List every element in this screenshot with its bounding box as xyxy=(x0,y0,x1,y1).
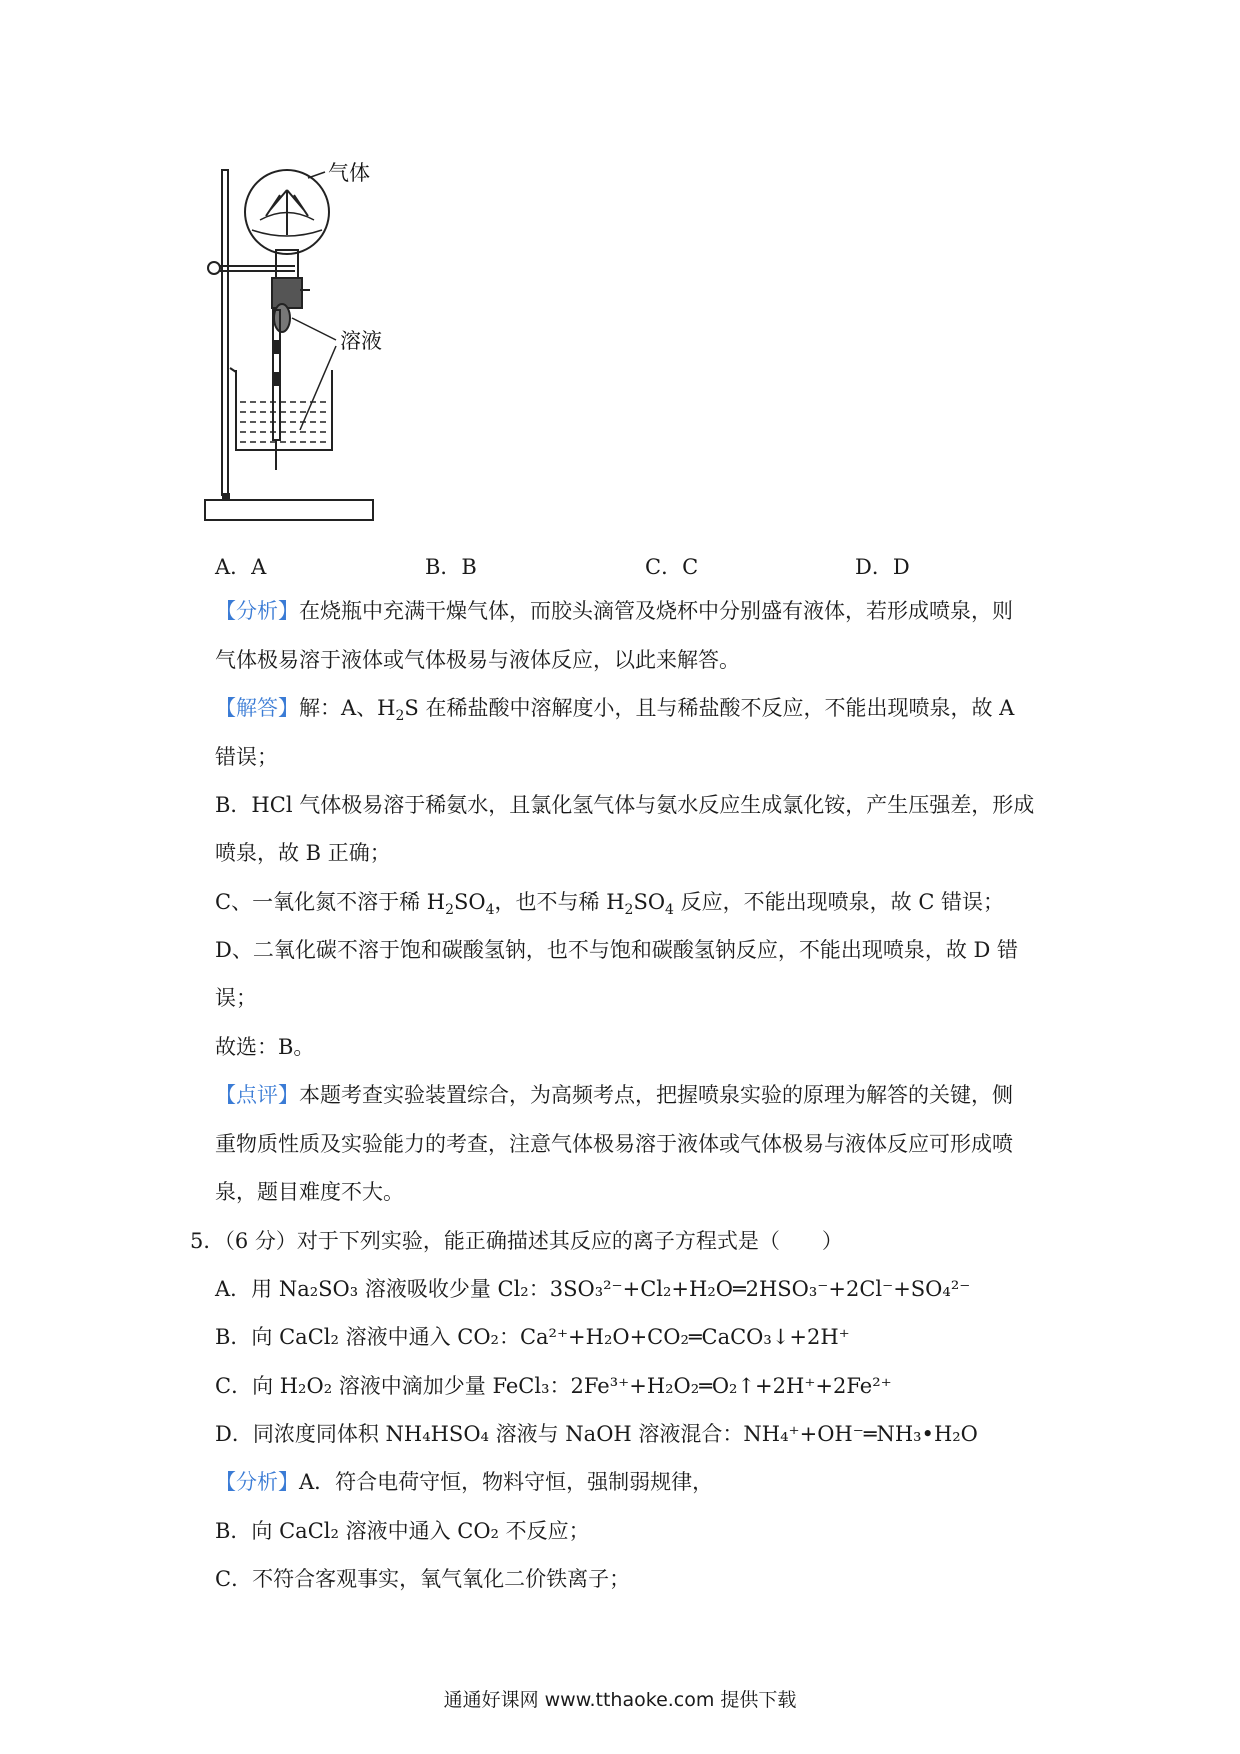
dropper-bulb xyxy=(274,304,290,332)
beaker-liquid xyxy=(240,402,328,442)
gas-label: 气体 xyxy=(328,161,370,185)
page-footer: 通通好课网 www.tthaoke.com 提供下载 xyxy=(443,1689,797,1711)
q4-answer-line-4: 喷泉，故 B 正确； xyxy=(215,841,391,865)
solution-label: 溶液 xyxy=(340,329,382,353)
answer-tag: 【解答】 xyxy=(215,696,299,720)
comment-tag: 【点评】 xyxy=(215,1083,299,1107)
q4-analysis-line-2: 气体极易溶于液体或气体极易与液体反应，以此来解答。 xyxy=(215,648,740,672)
q4-option-a: A．A xyxy=(215,555,267,579)
q4-option-c: C．C xyxy=(645,555,699,579)
q4-analysis-line-1: 【分析】在烧瓶中充满干燥气体，而胶头滴管及烧杯中分别盛有液体，若形成喷泉，则 xyxy=(215,599,1013,623)
q5-option-c: C．向 H₂O₂ 溶液中滴加少量 FeCl₃：2Fe³⁺+H₂O₂═O₂↑+2H⁺+2Fe²⁺ xyxy=(215,1374,892,1398)
q5-option-d: D．同浓度同体积 NH₄HSO₄ 溶液与 NaOH 溶液混合：NH₄⁺+OH⁻═NH₃•H₂O xyxy=(215,1422,978,1446)
beaker xyxy=(236,370,332,450)
q4-answer-line-2: 错误； xyxy=(215,745,278,769)
analysis-tag: 【分析】 xyxy=(215,1470,299,1494)
q4-option-d: D．D xyxy=(855,555,910,579)
q4-comment-line-3: 泉，题目难度不大。 xyxy=(215,1180,404,1204)
fountain-apparatus-figure xyxy=(200,150,440,530)
clamp-screw xyxy=(208,262,220,274)
q5-analysis-line-1: 【分析】A．符合电荷守恒，物料守恒，强制弱规律， xyxy=(215,1470,714,1494)
q4-answer-line-7: 误； xyxy=(215,986,257,1010)
stand-base xyxy=(205,500,373,520)
q5-analysis-line-2: B．向 CaCl₂ 溶液中通入 CO₂ 不反应； xyxy=(215,1519,590,1543)
q5-option-b: B．向 CaCl₂ 溶液中通入 CO₂：Ca²⁺+H₂O+CO₂═CaCO₃↓+2H⁺ xyxy=(215,1325,850,1349)
q4-answer-line-3: B．HCl 气体极易溶于稀氨水，且氯化氢气体与氨水反应生成氯化铵，产生压强差，形成 xyxy=(215,793,1035,817)
q5-stem: 5．（6 分）对于下列实验，能正确描述其反应的离子方程式是（ ） xyxy=(190,1229,843,1253)
q4-option-b: B．B xyxy=(425,555,477,579)
q4-answer-line-1: 【解答】解：A、$H_2S$ 在稀盐酸中溶解度小，且与稀盐酸不反应，不能出现喷泉，故 A xyxy=(215,696,1015,725)
q4-answer-line-6: D、二氧化碳不溶于饱和碳酸氢钠，也不与饱和碳酸氢钠反应，不能出现喷泉，故 D 错 xyxy=(215,938,1019,962)
q4-comment-line-1: 【点评】本题考查实验装置综合，为高频考点，把握喷泉实验的原理为解答的关键，侧 xyxy=(215,1083,1013,1107)
q5-analysis-line-3: C．不符合客观事实，氧气氧化二价铁离子； xyxy=(215,1567,631,1591)
analysis-tag: 【分析】 xyxy=(215,599,299,623)
stand-pole xyxy=(222,170,228,495)
q4-comment-line-2: 重物质性质及实验能力的考查，注意气体极易溶于液体或气体极易与液体反应可形成喷 xyxy=(215,1132,1013,1156)
apparatus-drawing xyxy=(200,150,440,530)
q4-answer-line-5: C、一氧化氮不溶于稀 $H_2SO_4$，也不与稀 $H_2SO_4$ 反应，不能出现喷泉，故 C 错误； xyxy=(215,890,1005,919)
rubber-stopper xyxy=(272,278,302,308)
q4-answer-line-8: 故选：B。 xyxy=(215,1035,315,1059)
q5-option-a: A．用 Na₂SO₃ 溶液吸收少量 Cl₂：3SO₃²⁻+Cl₂+H₂O═2HSO₃⁻+2Cl⁻+SO₄²⁻ xyxy=(215,1277,971,1301)
